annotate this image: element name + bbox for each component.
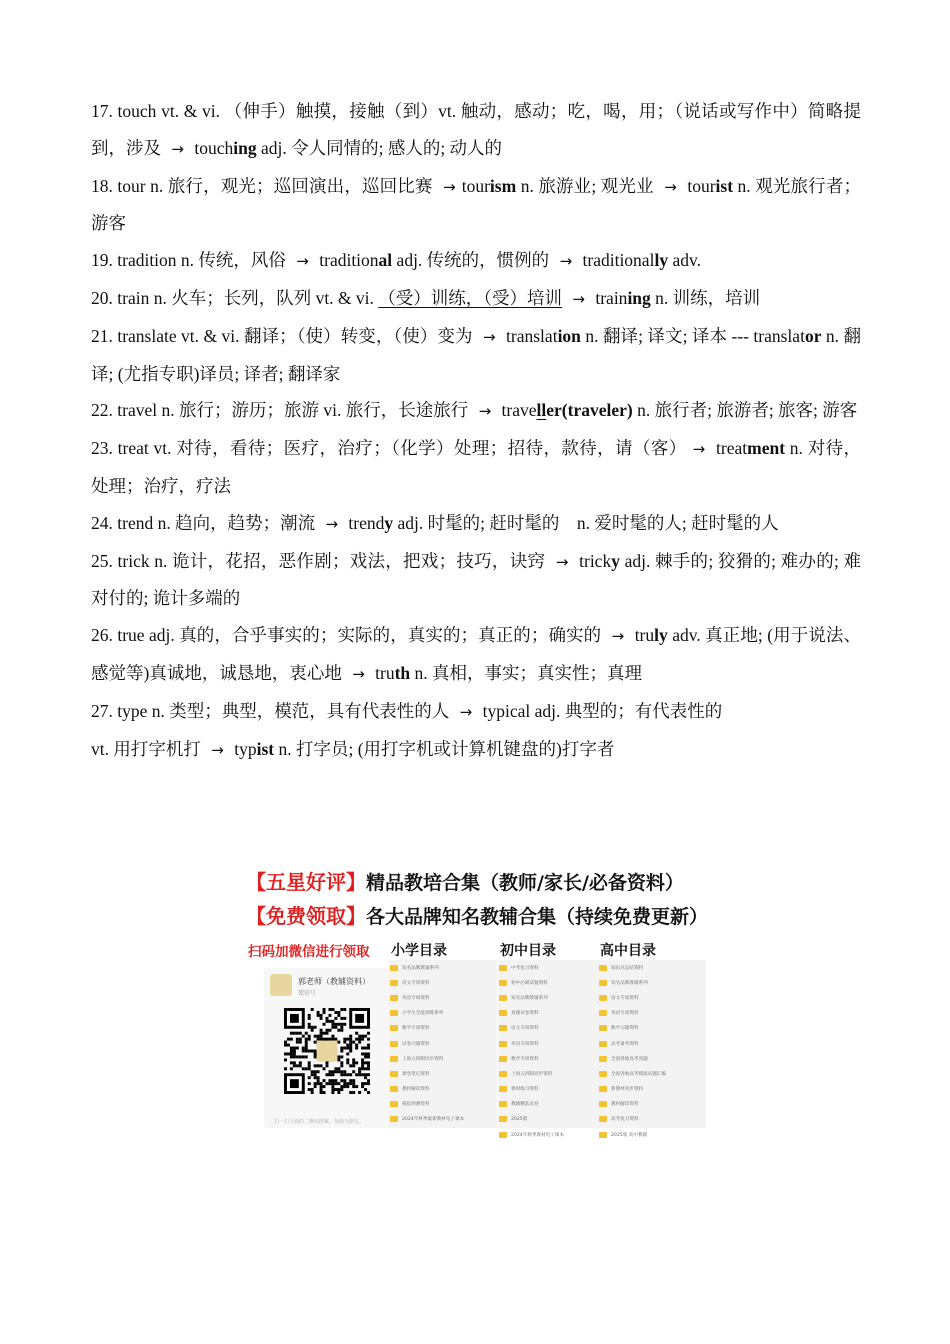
folder-icon <box>499 1056 507 1062</box>
list-item <box>389 1006 497 1021</box>
list-item-label: 语文专项资料 <box>611 995 639 1001</box>
folder-icon <box>499 1101 507 1107</box>
entry-text: trick <box>574 550 612 571</box>
folder-icon <box>599 1116 607 1122</box>
entry-text: y <box>611 550 620 571</box>
list-item-label: 英语专项资料 <box>611 1011 639 1017</box>
promo-line-2 <box>246 900 708 929</box>
arrow-right-icon: → <box>211 740 224 759</box>
folder-icon <box>499 965 507 971</box>
entry-text: n. 观光旅行者；游客 <box>91 175 861 234</box>
folder-icon <box>390 995 398 1001</box>
folder-icon <box>390 1025 398 1031</box>
entry-text: n. 翻译; (尤指专职)译员; 译者; 翻译家 <box>91 325 861 384</box>
folder-icon <box>390 1101 398 1107</box>
entry-text: trend <box>344 512 385 533</box>
vocab-entry-26 <box>91 617 861 693</box>
entry-text: or <box>804 325 822 346</box>
list-item <box>498 1021 606 1036</box>
entry-text: n. 真相，事实；真实性；真理 <box>410 662 643 683</box>
list-item <box>598 1112 706 1127</box>
entry-text: typical adj. 典型的；有代表性的 <box>478 700 723 721</box>
folder-icon <box>499 995 507 1001</box>
senior-catalog-list <box>598 960 706 1138</box>
folder-icon <box>390 1071 398 1077</box>
list-item-label: 英语专项资料 <box>402 995 430 1001</box>
entry-text: 23. treat vt. 对待，看待；医疗，治疗；（化学）处理；招待，款待，请（客） <box>91 438 687 459</box>
list-item-label: 试卷习题资料 <box>402 1041 430 1047</box>
list-item-label: 2024年秋季最新教材电子课本 <box>402 1117 465 1123</box>
arrow-right-icon: → <box>664 177 677 196</box>
arrow-right-icon: → <box>555 552 569 571</box>
list-item <box>389 990 497 1005</box>
folder-icon <box>390 1116 398 1122</box>
entry-text: 22. travel n. 旅行；游历；旅游 vi. 旅行，长途旅行 <box>91 400 473 421</box>
entry-text: 20. train n. 火车；长列，队列 vt. & vi. <box>91 287 379 308</box>
list-item <box>389 1082 497 1097</box>
list-item-label: 2025版 高中教辅 <box>611 1132 648 1138</box>
arrow-right-icon: → <box>296 252 309 271</box>
folder-icon <box>599 1025 607 1031</box>
list-item-label: 小学生全能训练系列 <box>402 1011 444 1017</box>
folder-icon <box>390 965 398 971</box>
entry-text: adj. 传统的，惯例的 <box>392 250 554 271</box>
list-item <box>598 960 706 975</box>
list-item <box>389 1021 497 1036</box>
wechat-card <box>264 968 390 1128</box>
arrow-right-icon: → <box>559 252 573 271</box>
entry-text: tru <box>370 662 395 683</box>
list-item <box>498 1006 606 1021</box>
entry-text: 19. tradition n. 传统，风俗 <box>91 250 291 271</box>
junior-catalog-title: 初中目录 <box>500 943 556 959</box>
entry-text: ment <box>747 438 786 459</box>
entry-text: typ <box>229 738 257 759</box>
folder-icon <box>499 1086 507 1092</box>
list-item-label: 全国各地高考真题 <box>611 1056 648 1062</box>
vocab-entry-20 <box>91 280 861 318</box>
list-item-label: 教材解读资料 <box>611 1102 639 1108</box>
list-item <box>389 1036 497 1051</box>
list-item <box>598 1021 706 1036</box>
list-item-label: 知名品牌教辅系列 <box>511 995 548 1001</box>
promo-badge-five-star: 【五星好评】 <box>246 870 366 894</box>
list-item-label: 数学习题资料 <box>611 1026 639 1032</box>
entry-text: 27. type n. 类型；典型，模范，具有代表性的人 <box>91 700 454 721</box>
list-item-label: 真题试卷资料 <box>511 1011 539 1017</box>
list-item-label: 上海五四制同步资料 <box>511 1071 553 1077</box>
promo-line-1-text: 精品教培合集（教师/家长/必备资料） <box>366 872 684 894</box>
list-item <box>498 1082 606 1097</box>
folder-icon <box>390 1086 398 1092</box>
list-item <box>389 1097 497 1112</box>
list-item-label: 教辅精选试卷 <box>511 1102 539 1108</box>
list-item-label: 语文专项资料 <box>511 1026 539 1032</box>
entry-text: tour <box>461 175 490 196</box>
folder-icon <box>599 995 607 1001</box>
entry-text: （受）训练，（受）培训 <box>378 287 563 308</box>
arrow-right-icon: → <box>459 702 473 721</box>
vocab-entry-24 <box>91 505 861 543</box>
promo-advertisement <box>246 860 709 1138</box>
arrow-right-icon: → <box>611 627 625 646</box>
list-item <box>598 1051 706 1066</box>
arrow-right-icon: → <box>171 139 184 158</box>
vocab-entry-18 <box>91 168 861 243</box>
list-item <box>389 960 497 975</box>
entry-text: translat <box>501 325 558 346</box>
list-item <box>498 1051 606 1066</box>
entry-text: 24. trend n. 趋向，趋势；潮流 <box>91 512 320 533</box>
list-item <box>598 1097 706 1112</box>
arrow-right-icon: → <box>443 177 456 196</box>
entry-text: vt. 用打字机打 <box>91 738 206 759</box>
entry-text: n. 旅行者; 旅游者; 旅客; 游客 <box>632 400 858 421</box>
entry-text: th <box>394 662 411 683</box>
entry-text: ism <box>489 175 517 196</box>
folder-icon <box>499 1116 507 1122</box>
entry-text: adv. <box>668 250 701 271</box>
entry-text: er(traveler) <box>546 400 633 421</box>
promo-badge-free: 【免费领取】 <box>246 904 366 928</box>
entry-text: n. 训练，培训 <box>650 287 761 308</box>
arrow-right-icon: → <box>352 664 365 683</box>
folder-icon <box>599 965 607 971</box>
folder-icon <box>499 1071 507 1077</box>
folder-icon <box>390 980 398 986</box>
list-item <box>498 975 606 990</box>
entry-text: ing <box>233 137 257 158</box>
entry-text: 25. trick n. 诡计，花招，恶作剧；戏法，把戏；技巧，诀窍 <box>91 550 550 571</box>
entry-text: ing <box>627 287 651 308</box>
folder-icon <box>390 1041 398 1047</box>
list-item <box>598 975 706 990</box>
entry-text: 17. touch vt. & vi. （伸手）触摸，接触（到）vt. 触动，感动；吃，喝，用；（说话或写作中）简略提到，涉及 <box>91 101 861 158</box>
promo-line-2-text: 各大品牌知名教辅合集（持续免费更新） <box>366 906 709 928</box>
entry-text: ist <box>256 738 275 759</box>
list-item-label: 教材解读资料 <box>402 1087 430 1093</box>
list-item <box>598 1006 706 1021</box>
senior-catalog-title: 高中目录 <box>600 943 656 959</box>
list-item <box>498 1127 606 1142</box>
list-item-label: 数学专项资料 <box>402 1026 430 1032</box>
entry-text: adj. 棘手的; 狡猾的; 难办的; 难对付的; 诡计多端的 <box>91 550 861 609</box>
entry-text: tour <box>682 175 716 196</box>
folder-icon <box>390 1056 398 1062</box>
entry-text: y <box>384 512 394 533</box>
list-item <box>598 1082 706 1097</box>
entry-text: n. 对待，处理；治疗，疗法 <box>91 438 862 496</box>
folder-icon <box>499 980 507 986</box>
list-item-label: 全国各地高考模拟试题汇编 <box>611 1071 667 1077</box>
list-item <box>389 1066 497 1081</box>
junior-catalog-list <box>498 960 606 1138</box>
list-item <box>598 1066 706 1081</box>
vocab-entry-17 <box>91 93 861 168</box>
entry-text: touch <box>189 137 234 158</box>
entry-text: 18. tour n. 旅行，观光；巡回演出，巡回比赛 <box>91 175 438 196</box>
wechat-footer: 扫一扫上面的二维码图案，加我为朋友。 <box>274 1119 365 1125</box>
vocab-entry-23 <box>91 430 861 505</box>
list-item-label: 上海五四制同步资料 <box>402 1056 444 1062</box>
entry-text: tradition <box>314 250 379 271</box>
list-item-label: 数学专项资料 <box>511 1056 539 1062</box>
entry-text: ly <box>654 625 668 646</box>
folder-icon <box>599 1010 607 1016</box>
entry-text <box>562 288 566 308</box>
folder-icon <box>599 1101 607 1107</box>
vocab-entry-21 <box>91 318 861 393</box>
entry-text: adv. 真正地; (用于说法、感觉等)真诚地，诚恳地，衷心地 <box>91 625 861 683</box>
entry-text: traditional <box>578 250 655 271</box>
arrow-right-icon: → <box>478 402 492 421</box>
list-item-label: 2024年秋季教材电子课本 <box>511 1132 565 1138</box>
list-item <box>389 1112 497 1127</box>
entry-text: trave <box>497 400 537 421</box>
list-item <box>598 1036 706 1051</box>
folder-icon <box>599 1056 607 1062</box>
primary-catalog-list <box>389 960 497 1128</box>
list-item-label: 英语专项资料 <box>511 1041 539 1047</box>
list-item-label: 高考备考资料 <box>611 1041 639 1047</box>
list-item-label: 课时练习资料 <box>511 1087 539 1093</box>
list-item <box>389 1051 497 1066</box>
entry-text: tru <box>630 625 655 646</box>
avatar <box>270 974 292 996</box>
folder-icon <box>499 1025 507 1031</box>
list-item-label: 2025版 <box>511 1117 528 1123</box>
entry-text: treat <box>711 438 748 459</box>
list-item <box>389 975 497 990</box>
folder-icon <box>599 1041 607 1047</box>
entry-text: n. 打字员; (用打字机或计算机键盘的)打字者 <box>274 738 615 759</box>
list-item-label: 知名品牌教辅系列 <box>402 965 439 971</box>
list-item <box>498 1066 606 1081</box>
vocab-entry-22 <box>91 392 861 430</box>
entry-text: ist <box>715 175 734 196</box>
list-item <box>498 1097 606 1112</box>
arrow-right-icon: → <box>692 440 706 459</box>
entry-text: 26. true adj. 真的，合乎事实的；实际的，真实的；真正的；确实的 <box>91 625 606 646</box>
qr-code-icon[interactable] <box>284 1008 370 1094</box>
list-item-label: 高考复习资料 <box>611 1117 639 1123</box>
promo-line-1 <box>246 866 684 895</box>
entry-text: adj. 令人同情的; 感人的; 动人的 <box>256 137 503 158</box>
scan-instruction: 扫码加微信进行领取 <box>248 944 370 960</box>
vocabulary-list <box>91 93 861 768</box>
folder-icon <box>499 1132 507 1138</box>
list-item-label: 语文专项资料 <box>402 980 430 986</box>
arrow-right-icon: → <box>483 327 496 346</box>
list-item-label: 知名品牌教辅系列 <box>611 980 648 986</box>
list-item-label: 模拟预测资料 <box>402 1102 430 1108</box>
entry-text: adj. 时髦的; 赶时髦的 n. 爱时髦的人; 赶时髦的人 <box>393 512 779 533</box>
entry-text: ll <box>536 400 547 421</box>
vocab-entry-19 <box>91 242 861 280</box>
list-item <box>498 1036 606 1051</box>
list-item <box>498 960 606 975</box>
list-item-label: 课堂笔记资料 <box>402 1071 430 1077</box>
list-item <box>598 990 706 1005</box>
folder-icon <box>599 1086 607 1092</box>
list-item-label: 新教材同步资料 <box>611 1087 644 1093</box>
list-item-label: 中考复习资料 <box>511 965 539 971</box>
entry-text: ion <box>557 325 581 346</box>
folder-icon <box>599 1071 607 1077</box>
folder-icon <box>390 1010 398 1016</box>
arrow-right-icon: → <box>572 289 585 308</box>
entry-text: 21. translate vt. & vi. 翻译；（使）转变，（使）变为 <box>91 325 478 346</box>
folder-icon <box>599 980 607 986</box>
wechat-subtitle: 微信号 <box>298 990 317 997</box>
list-item-label: 初中必刷试题资料 <box>511 980 548 986</box>
entry-text: train <box>590 287 628 308</box>
wechat-name: 郭老师（教辅资料） <box>298 977 370 986</box>
entry-text: ly <box>654 250 669 271</box>
primary-catalog-title: 小学目录 <box>391 943 447 959</box>
list-item-label: 知识点总结资料 <box>611 965 644 971</box>
entry-text: n. 旅游业; 观光业 <box>516 175 659 196</box>
folder-icon <box>499 1010 507 1016</box>
list-item <box>498 1112 606 1127</box>
entry-text: al <box>378 250 393 271</box>
folder-icon <box>499 1041 507 1047</box>
vocab-entry-25 <box>91 543 861 618</box>
folder-icon <box>599 1132 607 1138</box>
arrow-right-icon: → <box>325 514 339 533</box>
list-item <box>598 1127 706 1142</box>
list-item <box>498 990 606 1005</box>
vocab-entry-27 <box>91 693 861 769</box>
entry-text: n. 翻译; 译文; 译本 --- translat <box>580 325 805 346</box>
